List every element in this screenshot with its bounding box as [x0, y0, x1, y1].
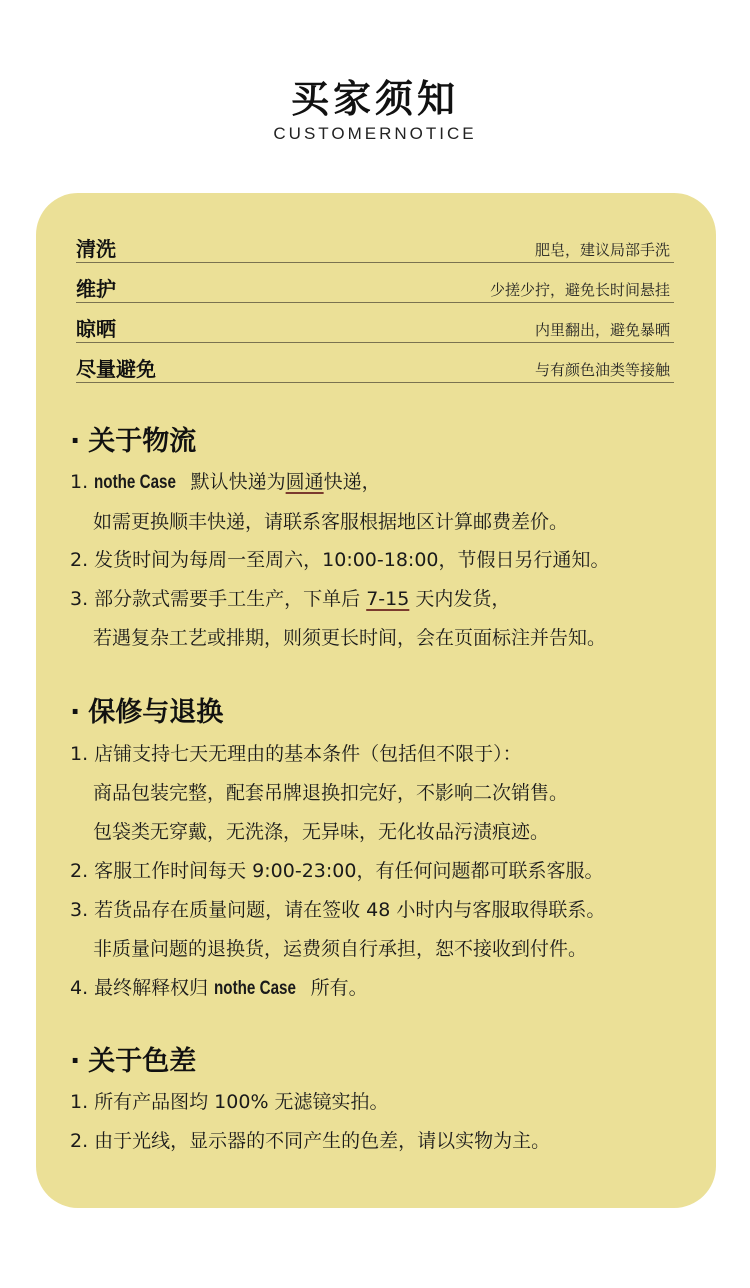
care-label: 清洗	[76, 237, 116, 261]
warranty-line-1: 1. 店铺支持七天无理由的基本条件（包括但不限于）：	[70, 743, 522, 765]
section-heading-logistics	[70, 419, 196, 458]
care-label: 维护	[76, 277, 116, 301]
brand-name: nothe Case	[214, 978, 297, 999]
color-line-1: 1. 所有产品图均 100% 无滤镜实拍。	[70, 1091, 389, 1113]
care-value: 少搓少拧，避免长时间悬挂	[489, 281, 670, 299]
days-highlight: 7-15	[366, 588, 410, 610]
care-row-avoid	[76, 343, 674, 383]
care-row-wash	[76, 223, 674, 263]
bullet-dot: ·	[70, 1046, 81, 1077]
logistics-line-3-cont: 若遇复杂工艺或排期，则须更长时间，会在页面标注并告知。	[93, 627, 607, 649]
section-title: 关于物流	[88, 426, 197, 457]
care-value: 与有颜色油类等接触	[534, 361, 670, 379]
care-value: 内里翻出，避免暴晒	[534, 321, 670, 339]
warranty-line-3: 3. 若货品存在质量问题，请在签收 48 小时内与客服取得联系。	[70, 899, 606, 921]
logistics-line-3: 3. 部分款式需要手工生产，下单后 7-15 天内发货，	[70, 588, 511, 610]
page-title: 买家须知	[290, 77, 459, 121]
warranty-line-2: 2. 客服工作时间每天 9:00-23:00，有任何问题都可联系客服。	[70, 860, 604, 882]
warranty-line-4: 4. 最终解释权归 nothe Case 所有。	[70, 977, 368, 999]
bullet-dot: ·	[70, 426, 81, 457]
section-heading-color	[70, 1039, 196, 1078]
section-heading-warranty	[70, 690, 223, 729]
logistics-line-2: 2. 发货时间为每周一至周六，10:00-18:00，节假日另行通知。	[70, 549, 610, 571]
warranty-line-3-cont: 非质量问题的退换货，运费须自行承担，恕不接收到付件。	[93, 938, 588, 960]
bullet-dot: ·	[70, 697, 81, 728]
page-subtitle: CUSTOMERNOTICE	[273, 124, 477, 143]
brand-name: nothe Case	[94, 472, 177, 493]
notice-card	[36, 193, 716, 1208]
warranty-line-1-cont2: 包袋类无穿戴，无洗涤，无异味，无化妆品污渍痕迹。	[93, 821, 550, 843]
section-title: 保修与退换	[88, 697, 224, 728]
logistics-line-1-cont: 如需更换顺丰快递，请联系客服根据地区计算邮费差价。	[93, 511, 569, 533]
care-label: 晾晒	[76, 317, 116, 341]
courier-highlight: 圆通	[285, 471, 324, 493]
care-label: 尽量避免	[76, 357, 156, 381]
logistics-line-1: 1. nothe Case 默认快递为圆通快递，	[70, 471, 381, 493]
section-title: 关于色差	[88, 1046, 197, 1077]
care-row-dry	[76, 303, 674, 343]
care-value: 肥皂，建议局部手洗	[534, 241, 670, 259]
warranty-line-1-cont1: 商品包装完整，配套吊牌退换扣完好，不影响二次销售。	[93, 782, 569, 804]
color-line-2: 2. 由于光线，显示器的不同产生的色差，请以实物为主。	[70, 1130, 551, 1152]
care-row-maintain	[76, 263, 674, 303]
